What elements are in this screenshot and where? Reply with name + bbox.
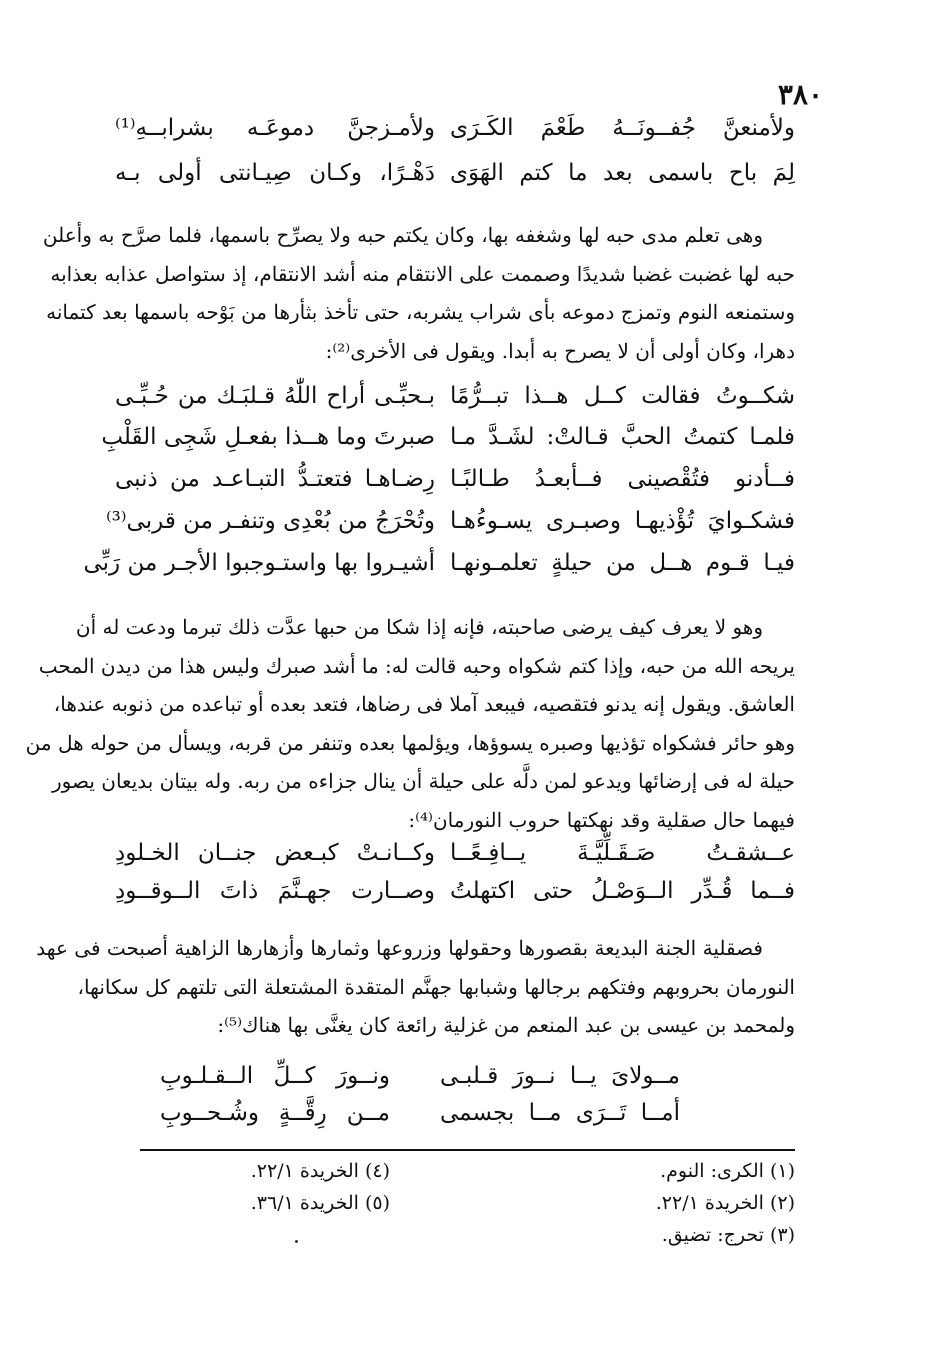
footnote: (٤) الخريدة ٢٢/١. [250,1160,390,1182]
text-line: فصقلية الجنة البديعة بقصورها وحقولها وزروعها وثمارها وأزهارها الزاهية أصبحت فى عهد [36,936,763,960]
verse-line [160,1063,680,1101]
prose-paragraph [36,929,795,1045]
verse-second-hemistich: وكــانـتْ كبـعض جنــان الخـلودِ [115,840,435,866]
verse-second-hemistich: مــن رِقَّــةٍ وشُـحــوبِ [160,1100,390,1126]
text-line: العاشق. ويقول إنه يدنو فتقصيه، فيبعد آملا فى رضاها، فتعد بعده أو تباعده من ذنوبه عندها، [53,692,795,716]
footnote: (٥) الخريدة ٣٦/١. [250,1192,390,1214]
verse-second-hemistich: دَهْـرًا، وكـان صِيـانتى أولى بـه [115,160,435,186]
prose-paragraph [42,216,795,370]
text-line: حيلة له فى إرضائها ويدعو لمن دلَّه على حيلة أن ينال جزاءه من ربه. وله بيتان بديعان يصور [52,769,795,793]
verse-first-hemistich: فلمـا كتمتُ الحبَّ قـالتْ: لشَـدَّ مـا [450,424,795,450]
verse-second-hemistich: ولأمـزجنَّ دموعَـه بشرابــهِ⁽¹⁾ [115,115,435,141]
verse-second-hemistich: أشيـروا بها واستـوجبوا الأجـر من رَبِّى [83,550,435,576]
verse-line [115,383,795,421]
text-line: وهى تعلم مدى حبه لها وشغفه بها، وكان يكتم حبه ولا يصرِّح باسمها، فلما صرَّح به وأعلن [42,223,763,247]
text-line: دهرا، وكان أولى أن لا يصرح به أبدا. ويقول فى الأخرى⁽²⁾: [325,338,795,363]
verse-line [106,508,795,546]
verse-first-hemistich: ولأمنعنَّ جُفــونَــهُ طَعْمَ الكَـرَى [450,115,795,141]
verse-second-hemistich: بـحبِّـى أراح اللّٰهُ قـلبَـك من حُـبِّـى [115,383,435,409]
verse-first-hemistich: فــأدنو فتُقْصينى فــأبعـدُ طـالبًـا [450,466,795,492]
verse-line [101,424,795,462]
text-line: ولمحمد بن عيسى بن عبد المنعم من غزلية رائعة كان يغنَّى بها هناك⁽⁵⁾: [217,1013,795,1037]
verse-line [115,840,795,878]
verse-first-hemistich: أمــا تَــرَى مــا بجسمى [440,1100,680,1126]
page-number: ٣٨٠ [777,78,823,111]
footnote: (٣) تحرج: تضيق. [661,1224,795,1246]
verse-line [115,115,795,153]
text-line: حبه لها غضبت غضبا شديدًا وصممت على الانتقام منه أشد الانتقام، إذ ستواصل عذابه بعذابه [50,261,795,286]
verse-first-hemistich: مــولاىَ يــا نــورَ قـلبـى [440,1063,680,1089]
verse-first-hemistich: عــشقـتُ صَـقَـلِّيَّـةَ يــافِـعًــا [450,840,795,866]
verse-first-hemistich: فيـا قـوم هــل من حيلةٍ تعلمـونهـا [450,550,795,576]
text-line: وهو حائر فشكواه تؤذيها وصبره يسوؤها، ويؤلمها بعده وتنفر من قربه، ويسأل من حوله هل من [25,730,795,755]
verse-first-hemistich: شكــوتُ فقالت كــل هــذا تبــرُّمًا [450,383,795,409]
footnote: (١) الكرى: النوم. [660,1160,795,1182]
text-line: وهو لا يعرف كيف يرضى صاحبته، فإنه إذا شكا من حبها عدَّت ذلك تبرما ودعت له أن [75,615,763,639]
verse-second-hemistich: وتُحْرَجُ من بُعْدِى وتنفـر من قربى⁽³⁾ [106,508,435,534]
footnote-separator [140,1149,795,1151]
verse-first-hemistich: فشكـوايَ تُؤْذيهـا وصبـرى يسـوءُهـا [450,508,795,534]
verse-line [160,1100,680,1138]
verse-line [115,466,795,504]
verse-first-hemistich: لِمَ باح باسمى بعد ما كتم الهَوَى [450,160,795,186]
verse-second-hemistich: رِضـاهـا فتعتـدُّ التبـاعـد من ذنبى [115,466,435,492]
print-speck [295,1240,298,1243]
verse-line [83,550,795,588]
footnote: (٢) الخريدة ٢٢/١. [655,1192,795,1214]
verse-line [115,160,795,198]
verse-first-hemistich: فــما قُـدِّر الــوَصْـلُ حتى اكتهلتُ [450,878,795,904]
verse-second-hemistich: صبرتَ وما هــذا بفعـلِ شَجِى القَلْبِ [101,424,435,450]
prose-paragraph [25,608,795,839]
verse-second-hemistich: وصــارت جهـنَّمَ ذاتَ الــوقــودِ [115,878,435,904]
text-line: فيهما حال صقلية وقد نهكتها حروب النورمان⁽⁴⁾: [408,807,795,832]
text-line: يريحه الله من حبه، وإذا كتم شكواه وحبه قالت له: ما أشد صبرك وليس هذا من ديدن المحب [38,653,795,678]
verse-second-hemistich: ونــورَ كــلِّ الــقـلـوبِ [160,1063,390,1089]
text-line: النورمان بحروبهم وفتكهم برجالها وشبابها جهنَّم المتقدة المشتعلة التى تلتهم كل سكانها، [77,974,795,999]
text-line: وستمنعه النوم وتمزج دموعه بأى شراب يشربه، حتى تأخذ بثأرها من بَوْحه باسمها بعد كتمانه [46,300,795,324]
verse-line [115,878,795,916]
